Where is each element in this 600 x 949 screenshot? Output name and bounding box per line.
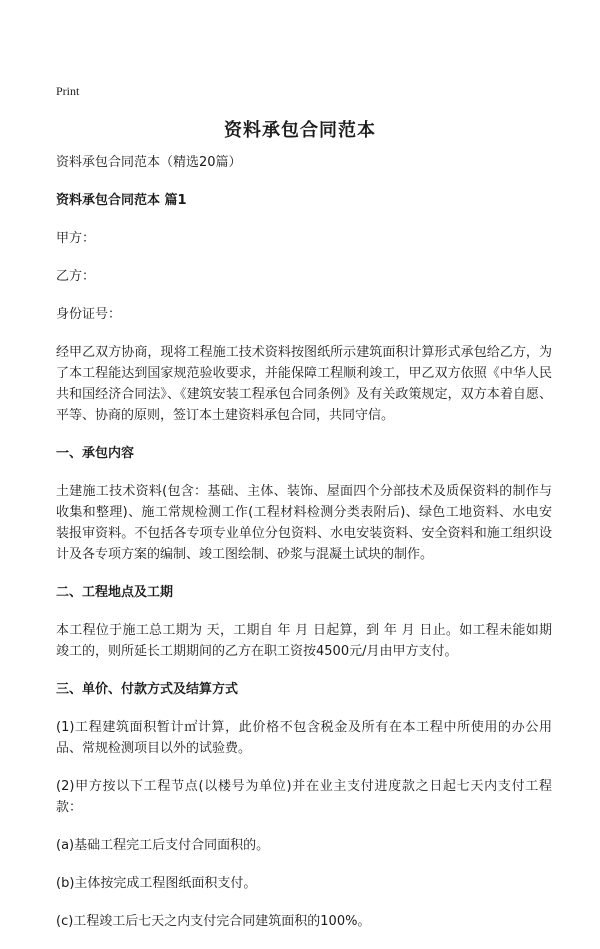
section-paragraph: (a)基础工程完工后支付合同面积的。 bbox=[56, 838, 270, 853]
party-b-field: 乙方： bbox=[56, 269, 96, 284]
section-heading: 三、单价、付款方式及结算方式 bbox=[56, 682, 239, 697]
page-title: 资料承包合同范本 bbox=[224, 120, 376, 141]
section-paragraph: (b)主体按完成工程图纸面积支付。 bbox=[56, 876, 257, 891]
id-number-field: 身份证号： bbox=[56, 307, 122, 322]
intro-paragraph: 经甲乙双方协商，现将工程施工技术资料按图纸所示建筑面积计算形式承包给乙方，为了本工程能达到国家规范验收要求，并能保障工程顺利竣工，甲乙双方依照《中华人民共和国经济合同法》、《建筑安装工程承包合同条例》及有关政策规定，双方本着自愿、平等、协商的原则，签订本土建资料承包合同，共同守信。 bbox=[56, 345, 552, 423]
document-subtitle: 资料承包合同范本（精选20篇） bbox=[56, 155, 242, 170]
section-paragraph: (2)甲方按以下工程节点(以楼号为单位)并在业主支付进度款之日起七天内支付工程款： bbox=[56, 779, 552, 815]
party-a-field: 甲方： bbox=[56, 231, 96, 246]
document-body bbox=[56, 152, 552, 949]
section-heading: 一、承包内容 bbox=[56, 446, 135, 461]
section-paragraph: 本工程位于施工总工期为 天，工期自 年 月 日起算，到 年 月 日止。如工程未能如期竣工的，则所延长工期期间的乙方在职工资按4500元/月由甲方支付。 bbox=[56, 623, 552, 659]
section-paragraph: (1)工程建筑面积暂计㎡计算，此价格不包含税金及所有在本工程中所使用的办公用品、常规检测项目以外的试验费。 bbox=[56, 720, 552, 756]
article-heading: 资料承包合同范本 篇1 bbox=[56, 193, 187, 208]
section-heading: 二、工程地点及工期 bbox=[56, 585, 174, 600]
section-paragraph: 土建施工技术资料(包含：基础、主体、装饰、屋面四个分部技术及质保资料的制作与收集和整理)、施工常规检测工作(工程材料检测分类表附后)、绿色工地资料、水电安装报审资料。不包括各专项专业单位分包资料、水电安装资料、安全资料和施工组织设计及各专项方案的编制、竣工图绘制、砂浆与混凝土试块的制作。 bbox=[56, 484, 552, 562]
print-link[interactable]: Print bbox=[56, 84, 80, 98]
section-paragraph: (c)工程竣工后七天之内支付完合同建筑面积的100%。 bbox=[56, 914, 371, 929]
